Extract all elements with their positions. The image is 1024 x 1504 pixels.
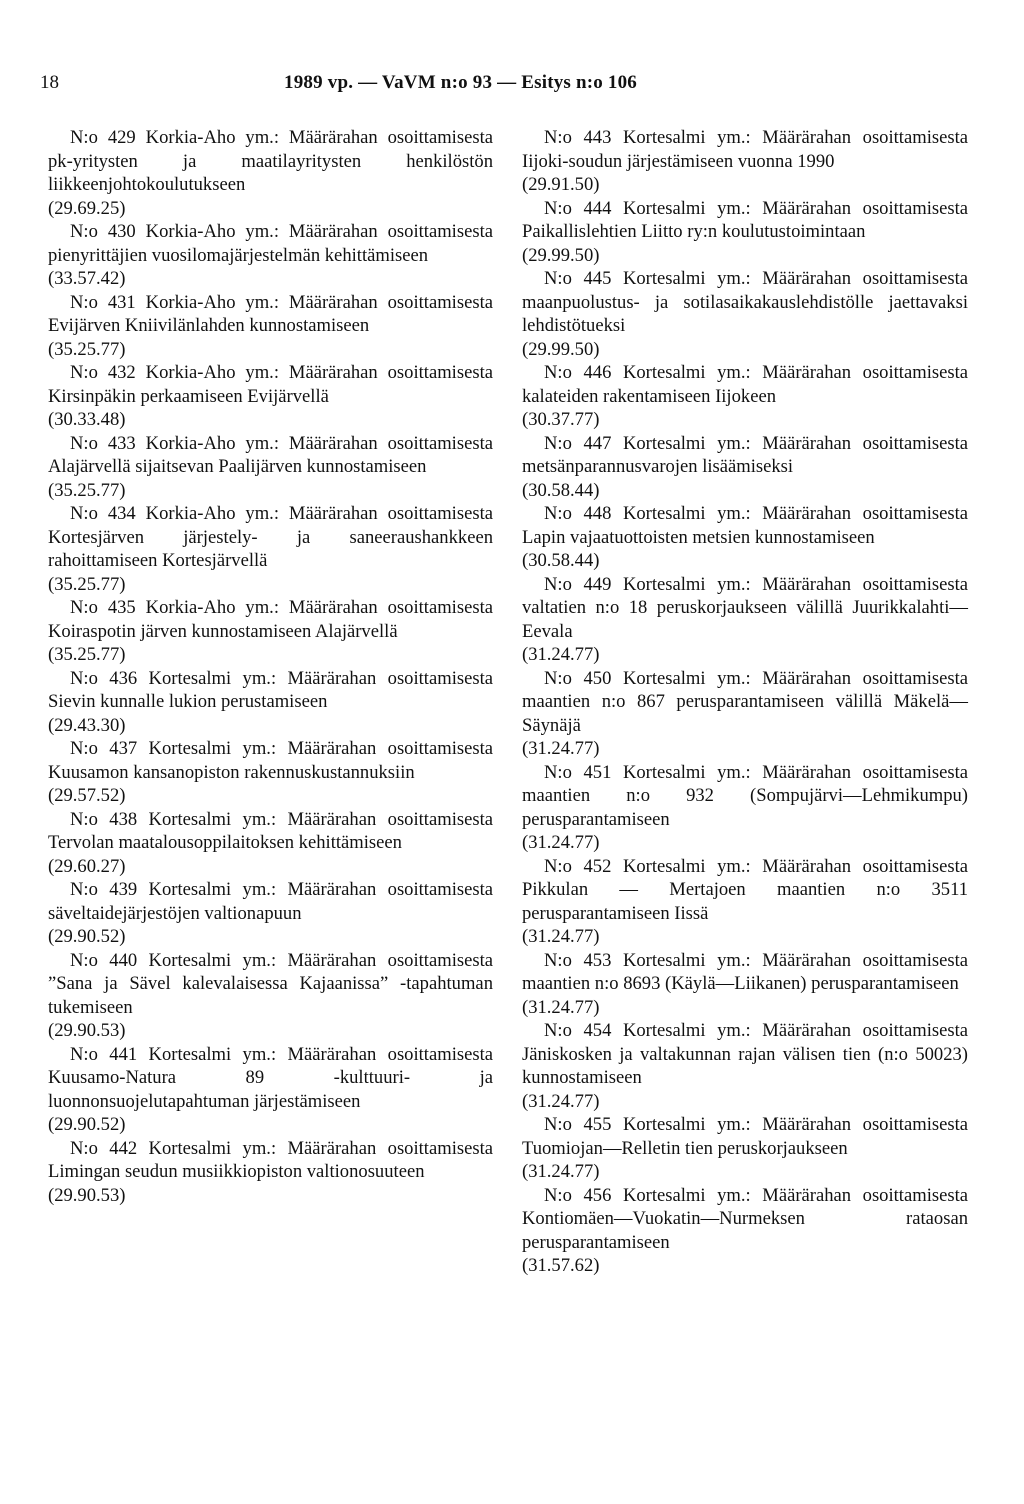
budget-code: (29.90.53) — [48, 1020, 126, 1041]
entry-text: N:o 445 Kortesalmi ym.: Määrärahan osoittamisesta maanpuolustus- ja sotilasaikakauslehdistölle jaettavaksi lehdistötueksi — [522, 268, 968, 336]
entry-text: N:o 447 Kortesalmi ym.: Määrärahan osoittamisesta metsänparannusvarojen lisäämiseksi — [522, 432, 968, 477]
entry-text: N:o 436 Kortesalmi ym.: Määrärahan osoittamisesta Sievin kunnalle lukion perustamiseen — [48, 667, 493, 712]
entry-text: N:o 430 Korkia-Aho ym.: Määrärahan osoittamisesta pienyrittäjien vuosilomajärjestelmän kehittämiseen — [48, 221, 493, 266]
entry-433 — [48, 432, 493, 503]
entry-text: N:o 439 Kortesalmi ym.: Määrärahan osoittamisesta säveltaidejärjestöjen valtionapuun — [48, 879, 493, 924]
entry-441 — [48, 1043, 493, 1137]
entry-448 — [522, 502, 968, 573]
entry-text: N:o 444 Kortesalmi ym.: Määrärahan osoittamisesta Paikallislehtien Liitto ry:n koulutustoimintaan — [522, 197, 968, 242]
entry-435 — [48, 596, 493, 667]
entry-text: N:o 435 Korkia-Aho ym.: Määrärahan osoittamisesta Koiraspotin järven kunnostamiseen Alajärvellä — [48, 597, 493, 642]
entry-text: N:o 429 Korkia-Aho ym.: Määrärahan osoittamisesta pk-yritysten ja maatilayritysten henkilöstön liikkeenjohtokoulutukseen — [48, 127, 493, 195]
entry-442 — [48, 1137, 493, 1208]
entry-text: N:o 433 Korkia-Aho ym.: Määrärahan osoittamisesta Alajärvellä sijaitsevan Paalijärven kunnostamiseen — [48, 432, 493, 477]
budget-code: (29.91.50) — [522, 174, 600, 195]
entry-438 — [48, 808, 493, 879]
entry-456 — [522, 1184, 968, 1278]
budget-code: (29.99.50) — [522, 338, 600, 360]
entry-449 — [522, 573, 968, 667]
entry-431 — [48, 291, 493, 362]
entry-439 — [48, 878, 493, 949]
entry-text: N:o 450 Kortesalmi ym.: Määrärahan osoittamisesta maantien n:o 867 perusparantamiseen välillä Mäkelä—Säynäjä — [522, 667, 968, 736]
budget-code: (29.60.27) — [48, 855, 126, 877]
entry-436 — [48, 667, 493, 738]
page-header — [40, 72, 740, 102]
budget-code: (33.57.42) — [48, 268, 126, 289]
page-number: 18 — [40, 72, 59, 93]
entry-455 — [522, 1113, 968, 1184]
entry-text: N:o 442 Kortesalmi ym.: Määrärahan osoittamisesta Limingan seudun musiikkiopiston valtionosuuteen — [48, 1137, 493, 1182]
budget-code: (29.90.52) — [48, 1114, 126, 1135]
right-column — [522, 126, 968, 1278]
entry-text: N:o 432 Korkia-Aho ym.: Määrärahan osoittamisesta Kirsinpäkin perkaamiseen Evijärvellä — [48, 362, 493, 407]
budget-code: (29.69.25) — [48, 197, 126, 219]
entry-text: N:o 431 Korkia-Aho ym.: Määrärahan osoittamisesta Evijärven Kniivilänlahden kunnostamiseen — [48, 291, 493, 336]
budget-code: (29.43.30) — [48, 714, 126, 736]
entry-text: N:o 455 Kortesalmi ym.: Määrärahan osoittamisesta Tuomiojan—Relletin tien peruskorjaukseen — [522, 1114, 968, 1159]
budget-code: (29.57.52) — [48, 785, 126, 806]
budget-code: (35.25.77) — [48, 644, 126, 665]
budget-code: (31.24.77) — [522, 832, 600, 853]
entry-text: N:o 449 Kortesalmi ym.: Määrärahan osoittamisesta valtatien n:o 18 peruskorjaukseen välillä Juurikkalahti—Eevala — [522, 573, 968, 642]
budget-code: (30.33.48) — [48, 409, 126, 430]
budget-code: (35.25.77) — [48, 573, 126, 595]
entry-434 — [48, 502, 493, 596]
entry-451 — [522, 761, 968, 855]
entry-text: N:o 453 Kortesalmi ym.: Määrärahan osoittamisesta maantien n:o 8693 (Käylä—Liikanen) perusparantamiseen — [522, 949, 968, 994]
budget-code: (29.90.52) — [48, 926, 126, 947]
entry-453 — [522, 949, 968, 1020]
entry-text: N:o 448 Kortesalmi ym.: Määrärahan osoittamisesta Lapin vajaatuottoisten metsien kunnostamiseen — [522, 503, 968, 548]
left-column — [48, 126, 493, 1207]
budget-code: (35.25.77) — [48, 338, 126, 360]
budget-code: (31.24.77) — [522, 644, 600, 665]
entry-430 — [48, 220, 493, 291]
entry-text: N:o 438 Kortesalmi ym.: Määrärahan osoittamisesta Tervolan maatalousoppilaitoksen kehittämiseen — [48, 808, 493, 853]
entry-text: N:o 446 Kortesalmi ym.: Määrärahan osoittamisesta kalateiden rakentamiseen Iijokeen — [522, 362, 968, 407]
entry-432 — [48, 361, 493, 432]
budget-code: (35.25.77) — [48, 479, 126, 501]
entry-447 — [522, 432, 968, 503]
budget-code: (31.24.77) — [522, 1161, 600, 1182]
budget-code: (31.24.77) — [522, 926, 600, 947]
entry-446 — [522, 361, 968, 432]
entry-454 — [522, 1019, 968, 1113]
budget-code: (31.57.62) — [522, 1255, 600, 1276]
entry-text: N:o 454 Kortesalmi ym.: Määrärahan osoittamisesta Jäniskosken ja valtakunnan rajan välisen tien (n:o 50023) kunnostamiseen — [522, 1020, 968, 1088]
entry-444 — [522, 197, 968, 268]
budget-code: (31.24.77) — [522, 996, 600, 1018]
budget-code: (30.37.77) — [522, 409, 600, 430]
entry-450 — [522, 667, 968, 761]
running-title: 1989 vp. — VaVM n:o 93 — Esitys n:o 106 — [284, 72, 638, 93]
entry-text: N:o 440 Kortesalmi ym.: Määrärahan osoittamisesta ”Sana ja Sävel kalevalaisessa Kajaanissa” -tapahtuman tukemiseen — [48, 949, 493, 1018]
entry-440 — [48, 949, 493, 1043]
entry-text: N:o 443 Kortesalmi ym.: Määrärahan osoittamisesta Iijoki-soudun järjestämiseen vuonna 1990 — [522, 127, 968, 172]
budget-code: (29.99.50) — [522, 244, 600, 266]
budget-code: (31.24.77) — [522, 738, 600, 759]
entry-text: N:o 451 Kortesalmi ym.: Määrärahan osoittamisesta maantien n:o 932 (Sompujärvi—Lehmikumpu) perusparantamiseen — [522, 761, 968, 830]
entry-452 — [522, 855, 968, 949]
entry-429 — [48, 126, 493, 220]
budget-code: (31.24.77) — [522, 1090, 600, 1112]
entry-text: N:o 437 Kortesalmi ym.: Määrärahan osoittamisesta Kuusamon kansanopiston rakennuskustannuksiin — [48, 738, 493, 783]
budget-code: (29.90.53) — [48, 1184, 126, 1206]
entry-443 — [522, 126, 968, 197]
entry-text: N:o 441 Kortesalmi ym.: Määrärahan osoittamisesta Kuusamo-Natura 89 -kulttuuri- ja luonnonsuojelutapahtuman järjestämiseen — [48, 1043, 493, 1112]
entry-text: N:o 456 Kortesalmi ym.: Määrärahan osoittamisesta Kontiomäen—Vuokatin—Nurmeksen rataosan perusparantamiseen — [522, 1184, 968, 1253]
entry-text: N:o 434 Korkia-Aho ym.: Määrärahan osoittamisesta Kortesjärven järjestely- ja saneeraushankkeen rahoittamiseen Kortesjärvellä — [48, 503, 493, 571]
entry-445 — [522, 267, 968, 361]
budget-code: (30.58.44) — [522, 550, 600, 571]
entry-437 — [48, 737, 493, 808]
entry-text: N:o 452 Kortesalmi ym.: Määrärahan osoittamisesta Pikkulan — Mertajoen maantien n:o 3511 perusparantamiseen Iissä — [522, 855, 968, 924]
budget-code: (30.58.44) — [522, 479, 600, 501]
